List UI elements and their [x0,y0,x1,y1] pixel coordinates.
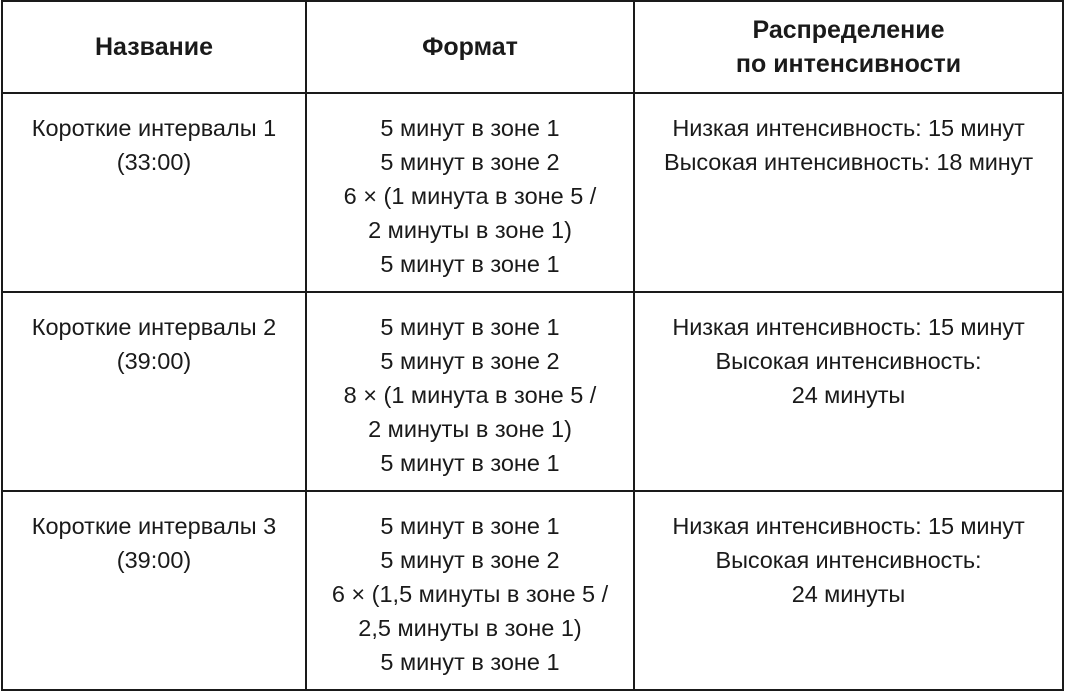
table-row [2,292,1063,491]
cell-distribution [634,93,1063,292]
cell-name [2,93,306,292]
header-name-label: Название [94,33,213,61]
header-name [2,1,306,93]
format-line: 5 минут в зоне 1 [380,513,560,539]
header-format [306,1,634,93]
format-line: 5 минут в зоне 2 [380,547,560,573]
header-format-label: Формат [422,33,518,61]
cell-format [306,491,634,690]
workout-name: Короткие интервалы 2 [31,314,277,340]
format-line: 5 минут в зоне 1 [380,649,560,675]
distribution-line: 24 минуты [791,581,906,607]
workout-name: Короткие интервалы 3 [31,513,277,539]
distribution-line: Высокая интенсивность: [715,547,982,573]
cell-distribution [634,292,1063,491]
distribution-line: Высокая интенсивность: [715,348,982,374]
format-line: 5 минут в зоне 2 [380,149,560,175]
format-line: 2 минуты в зоне 1) [368,416,572,442]
format-line: 5 минут в зоне 1 [380,115,560,141]
format-line: 2 минуты в зоне 1) [368,217,572,243]
workout-duration: (39:00) [116,348,192,374]
format-line: 5 минут в зоне 1 [380,314,560,340]
header-distribution [634,1,1063,93]
workout-duration: (39:00) [116,547,192,573]
cell-name [2,292,306,491]
cell-format [306,93,634,292]
cell-name [2,491,306,690]
table-row [2,93,1063,292]
workout-duration: (33:00) [116,149,192,175]
cell-distribution [634,491,1063,690]
workouts-table-container [1,0,1062,675]
format-line: 6 × (1,5 минуты в зоне 5 / [331,581,609,607]
distribution-line: Низкая интенсивность: 15 минут [672,115,1025,141]
table-row [2,491,1063,690]
format-line: 5 минут в зоне 2 [380,348,560,374]
format-line: 5 минут в зоне 1 [380,251,560,277]
distribution-line: 24 минуты [791,382,906,408]
cell-format [306,292,634,491]
format-line: 6 × (1 минута в зоне 5 / [343,183,597,209]
workout-name: Короткие интервалы 1 [31,115,277,141]
distribution-line: Низкая интенсивность: 15 минут [672,314,1025,340]
header-row [2,1,1063,93]
format-line: 5 минут в зоне 1 [380,450,560,476]
format-line: 2,5 минуты в зоне 1) [358,615,582,641]
distribution-line: Низкая интенсивность: 15 минут [672,513,1025,539]
header-distribution-line: по интенсивности [735,50,962,78]
header-distribution-line: Распределение [752,16,945,44]
workouts-table [1,0,1064,691]
format-line: 8 × (1 минута в зоне 5 / [343,382,597,408]
distribution-line: Высокая интенсивность: 18 минут [664,149,1033,175]
